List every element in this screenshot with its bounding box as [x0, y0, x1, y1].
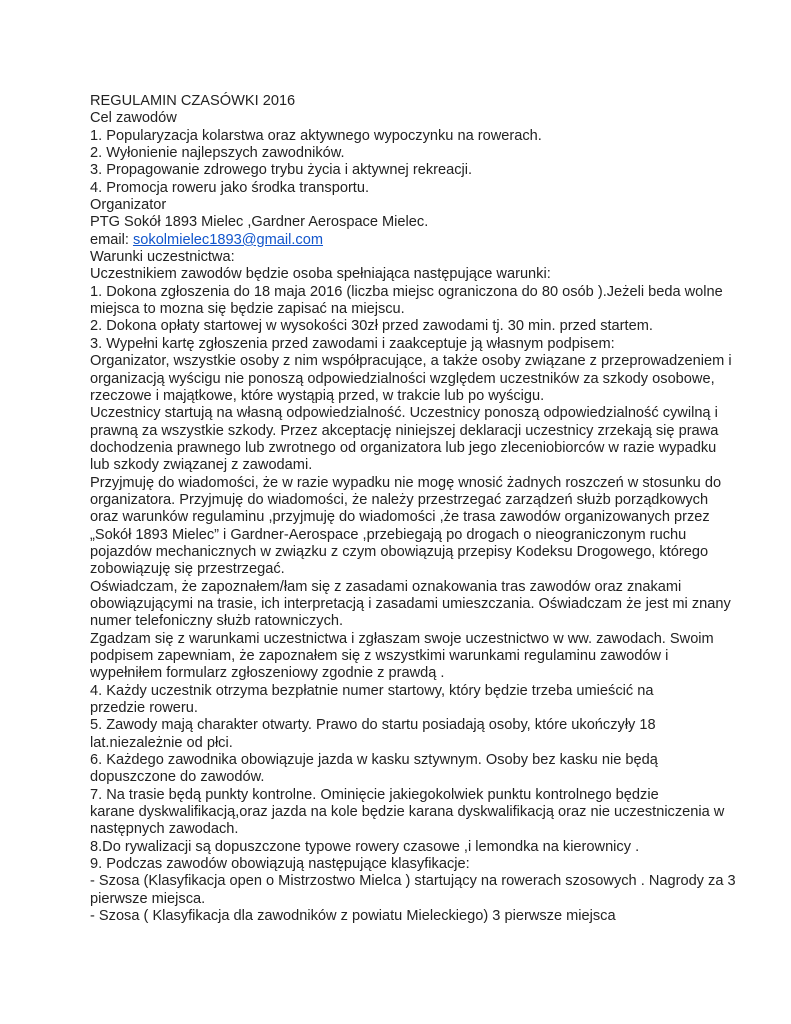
- text-line: Przyjmuję do wiadomości, że w razie wypadku nie mogę wnosić żadnych roszczeń w stosunku do: [90, 474, 722, 491]
- email-label: email:: [90, 231, 133, 248]
- section-after-email: [90, 249, 736, 925]
- text-line: dochodzenia prawnego lub zwrotnego od organizatora lub jego zleceniobiorców w razie wypadku: [90, 439, 717, 456]
- text-line: organizatora. Przyjmuję do wiadomości, że należy przestrzegać zarządzeń służb porządkowych: [90, 491, 709, 508]
- text-line: obowiązującymi na trasie, ich interpretacją i zasadami umieszczania. Oświadczam że jest mi znany: [90, 595, 731, 612]
- text-line: Oświadczam, że zapoznałem/łam się z zasadami oznakowania tras zawodów oraz znakami: [90, 578, 682, 595]
- text-line: prawną za wszystkie szkody. Przez akceptację niniejszej deklaracji uczestnicy zrzekają się prawa: [90, 422, 719, 439]
- text-line: wypełniłem formularz zgłoszeniowy zgodnie z prawdą .: [90, 665, 445, 682]
- text-line: organizacją wyścigu nie ponoszą odpowiedzialności względem uczestników za szkody osobowe,: [90, 370, 715, 387]
- text-line: 4. Promocja roweru jako środka transportu.: [90, 179, 370, 196]
- text-line: Organizator, wszystkie osoby z nim współpracujące, a także osoby związane z przeprowadzeniem i: [90, 353, 732, 370]
- text-line: następnych zawodach.: [90, 821, 239, 838]
- text-line: przedzie roweru.: [90, 700, 198, 717]
- text-line: Warunki uczestnictwa:: [90, 249, 235, 266]
- text-line: 8.Do rywalizacji są dopuszczone typowe rowery czasowe ,i lemondka na kierownicy .: [90, 838, 640, 855]
- text-line: 4. Każdy uczestnik otrzyma bezpłatnie numer startowy, który będzie trzeba umieścić na: [90, 682, 654, 699]
- text-line: 3. Propagowanie zdrowego trybu życia i aktywnej rekreacji.: [90, 162, 473, 179]
- text-line: PTG Sokół 1893 Mielec ,Gardner Aerospace Mielec.: [90, 214, 429, 231]
- text-line: Organizator: [90, 197, 167, 214]
- text-line: - Szosa ( Klasyfikacja dla zawodników z powiatu Mieleckiego) 3 pierwsze miejsca: [90, 908, 616, 925]
- text-line: lat.niezależnie od płci.: [90, 734, 233, 751]
- text-line: pojazdów mechanicznych w związku z czym obowiązują przepisy Kodeksu Drogowego, którego: [90, 543, 709, 560]
- text-line: 2. Wyłonienie najlepszych zawodników.: [90, 145, 345, 162]
- text-line: numer telefoniczny służb ratowniczych.: [90, 613, 344, 630]
- email-line: [90, 232, 710, 249]
- text-line: Zgadzam się z warunkami uczestnictwa i zgłaszam swoje uczestnictwo w ww. zawodach. Swoim: [90, 630, 714, 647]
- text-line: Cel zawodów: [90, 110, 177, 127]
- regulation-text: [90, 93, 736, 926]
- text-line: Uczestnikiem zawodów będzie osoba spełniająca następujące warunki:: [90, 266, 551, 283]
- text-line: 6. Każdego zawodnika obowiązuje jazda w kasku sztywnym. Osoby bez kasku nie będą: [90, 752, 658, 769]
- document-title: REGULAMIN CZASÓWKI 2016: [90, 93, 296, 109]
- text-line: 9. Podczas zawodów obowiązują następujące klasyfikacje:: [90, 856, 470, 873]
- text-line: oraz warunków regulaminu ,przyjmuję do wiadomości ,że trasa zawodów organizowanych przez: [90, 509, 710, 526]
- text-line: lub szkody związanej z zawodami.: [90, 457, 313, 474]
- text-line: 2. Dokona opłaty startowej w wysokości 30zł przed zawodami tj. 30 min. przed startem.: [90, 318, 653, 335]
- text-line: 3. Wypełni kartę zgłoszenia przed zawodami i zaakceptuje ją własnym podpisem:: [90, 335, 615, 352]
- text-line: 1. Popularyzacja kolarstwa oraz aktywnego wypoczynku na rowerach.: [90, 127, 542, 144]
- text-line: - Szosa (Klasyfikacja open o Mistrzostwo Mielca ) startujący na rowerach szosowych . Nagrody za 3: [90, 873, 736, 890]
- text-line: 5. Zawody mają charakter otwarty. Prawo do startu posiadają osoby, które ukończyły 18: [90, 717, 656, 734]
- text-line: miejsca to mozna się będzie zapisać na miejscu.: [90, 301, 405, 318]
- text-line: 7. Na trasie będą punkty kontrolne. Ominięcie jakiegokolwiek punktu kontrolnego będzie: [90, 786, 659, 803]
- text-line: 1. Dokona zgłoszenia do 18 maja 2016 (liczba miejsc ograniczona do 80 osób ).Jeżeli beda wolne: [90, 283, 723, 300]
- text-line: „Sokół 1893 Mielec” i Gardner-Aerospace ,przebiegają po drogach o nieograniczonym ruchu: [90, 526, 687, 543]
- section-before-email: [90, 110, 710, 231]
- email-link[interactable]: sokolmielec1893@gmail.com: [132, 231, 324, 248]
- text-line: rzeczowe i majątkowe, które wystąpią przed, w trakcie lub po wyścigu.: [90, 387, 545, 404]
- text-line: podpisem zapewniam, że zapoznałem się z wszystkimi warunkami regulaminu zawodów i: [90, 648, 669, 664]
- text-line: dopuszczone do zawodów.: [90, 769, 265, 786]
- text-line: pierwsze miejsca.: [90, 890, 206, 907]
- text-line: Uczestnicy startują na własną odpowiedzialność. Uczestnicy ponoszą odpowiedzialność cywilną i: [90, 405, 718, 422]
- text-line: karane dyskwalifikacją,oraz jazda na kole będzie karana dyskwalifikacją oraz nie uczestniczenia w: [90, 804, 725, 821]
- text-line: zobowiązuję się przestrzegać.: [90, 561, 285, 578]
